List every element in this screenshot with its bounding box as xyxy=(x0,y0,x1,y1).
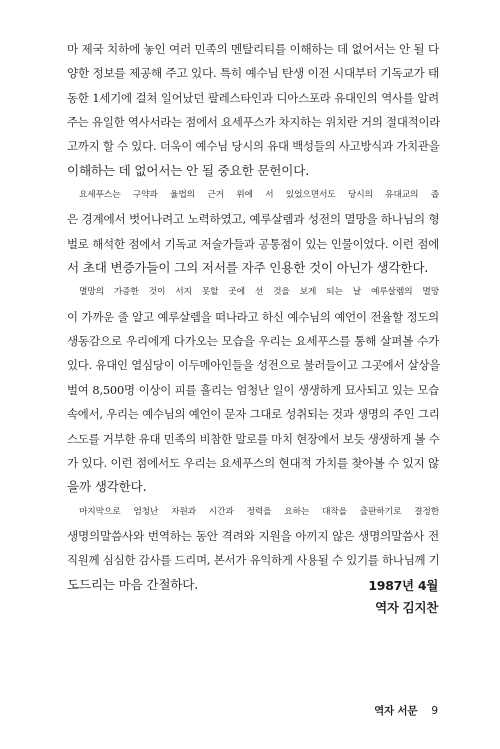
text-line: 이해하는 데 없어서는 안 될 중요한 문헌이다. xyxy=(67,162,310,178)
signoff-translator: 역자 김지찬 xyxy=(375,600,438,615)
text-line: 마지막으로 엄청난 자원과 시간과 정력을 요하는 대작을 출판하기로 결정한 xyxy=(79,506,439,517)
signoff-date: 1987년 4월 xyxy=(368,578,438,593)
running-footer-section: 역자 서문 xyxy=(374,705,418,717)
text-line: 고까지 할 수 있다. 더욱이 예수님 당시의 유대 백성들의 사고방식과 가치관을 xyxy=(67,139,440,154)
text-line: 멸망의 가증한 것이 서지 못할 곳에 선 것을 보게 되는 날 예루살렘의 멸망 xyxy=(79,287,439,298)
text-line: 벌여 8,500명 이상이 피를 흘리는 엄청난 일이 생생하게 묘사되고 있는 모습 xyxy=(67,382,439,397)
text-line: 스도를 거부한 유대 민족의 비참한 말로를 마치 현장에서 보듯 생생하게 볼 수 xyxy=(67,431,440,446)
text-line: 서 초대 변증가들이 그의 저서를 자주 인용한 것이 아닌가 생각한다. xyxy=(67,260,429,276)
text-line: 벌로 해석한 점에서 기독교 저술가들과 공통점이 있는 인물이었다. 이런 점에 xyxy=(67,236,439,251)
text-line: 양한 정보를 제공해 주고 있다. 특히 예수님 탄생 이전 시대부터 기독교가 태 xyxy=(67,66,439,81)
text-line: 을까 생각한다. xyxy=(67,479,147,495)
text-line: 생동감으로 우리에게 다가오는 모습을 우리는 요세푸스를 통해 살펴볼 수가 xyxy=(67,334,439,349)
text-line: 도드리는 마음 간절하다. xyxy=(67,576,199,592)
text-line: 마 제국 치하에 놓인 여러 민족의 멘탈리티를 이해하는 데 없어서는 안 될 다 xyxy=(67,42,439,56)
text-line: 직원께 심심한 감사를 드리며, 본서가 유익하게 사용될 수 있기를 하나님께 기 xyxy=(67,553,440,568)
text-line: 이 가까운 줄 알고 예루살렘을 떠나라고 하신 예수님의 예언이 전율할 정도의 xyxy=(67,309,439,324)
text-line: 속에서, 우리는 예수님의 예언이 문자 그대로 성취되는 것과 생명의 주인 그리 xyxy=(67,407,440,422)
page-footer xyxy=(374,703,438,718)
page-number: 9 xyxy=(431,705,438,717)
text-line: 요세푸스는 구약과 율법의 근거 위에 서 있었으면서도 당시의 유대교의 좁 xyxy=(79,190,439,201)
text-line: 동한 1세기에 걸쳐 일어났던 팔레스타인과 디아스포라 유대인의 역사를 알려 xyxy=(67,90,439,105)
text-line: 생명의말씀사와 번역하는 동안 격려와 지원을 아끼지 않은 생명의말씀사 전 xyxy=(67,528,439,543)
text-line: 주는 유일한 역사서라는 점에서 요세푸스가 차지하는 위치란 거의 절대적이라 xyxy=(67,115,441,130)
body-text xyxy=(67,37,439,597)
text-line: 은 경계에서 벗어나려고 노력하였고, 예루살렘과 성전의 멸망을 하나님의 형 xyxy=(67,212,440,227)
text-line: 가 있다. 이런 점에서도 우리는 요세푸스의 현대적 가치를 찾아볼 수 있지 않 xyxy=(67,455,439,470)
paragraph xyxy=(67,37,439,183)
paragraph xyxy=(67,280,439,499)
paragraph xyxy=(67,183,439,280)
text-line: 있다. 유대인 열심당이 이두메아인들을 성전으로 불러들이고 그곳에서 살상을 xyxy=(67,358,441,373)
